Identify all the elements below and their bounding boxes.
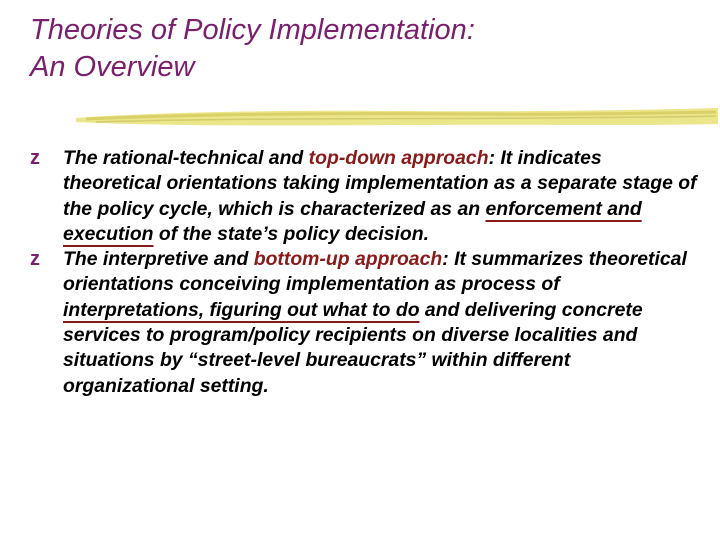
bullet-text: and delivering concrete services to program/policy recipients on diverse localities and situations by “street-level bureaucrats” within different organizational setting. — [63, 298, 643, 397]
slide-title-line-1: Theories of Policy Implementation: — [30, 14, 475, 46]
slide-title-line-2: An Overview — [30, 51, 195, 83]
z-shaped-bullet-icon: z — [30, 147, 40, 169]
bullet-item-top-down — [30, 146, 705, 247]
decorative-brush-rule — [76, 102, 718, 132]
bullet-text: of the state’s policy decision. — [153, 222, 430, 245]
bullet-item-bottom-up — [30, 247, 705, 399]
slide-title — [30, 12, 475, 86]
bottom-up-approach-highlight: bottom-up approach — [253, 248, 443, 271]
bullet-list — [30, 146, 705, 399]
enforcement-execution-underline: enforcement and execution — [63, 197, 642, 245]
bullet-text: The rational-technical and — [63, 147, 309, 169]
z-shaped-bullet-icon: z — [30, 248, 40, 271]
bullet-text: : It indicates theoretical orientations taking implementation as a separate stage of the policy cycle, which is characterized as an — [63, 147, 697, 220]
bullet-text: : It summarizes theoretical orientations conceiving implementation as process of — [63, 248, 687, 296]
bullet-text: The interpretive and — [63, 248, 254, 271]
interpretations-underline: interpretations, figuring out what to do — [63, 298, 420, 321]
top-down-approach-highlight: top-down approach — [308, 147, 489, 169]
